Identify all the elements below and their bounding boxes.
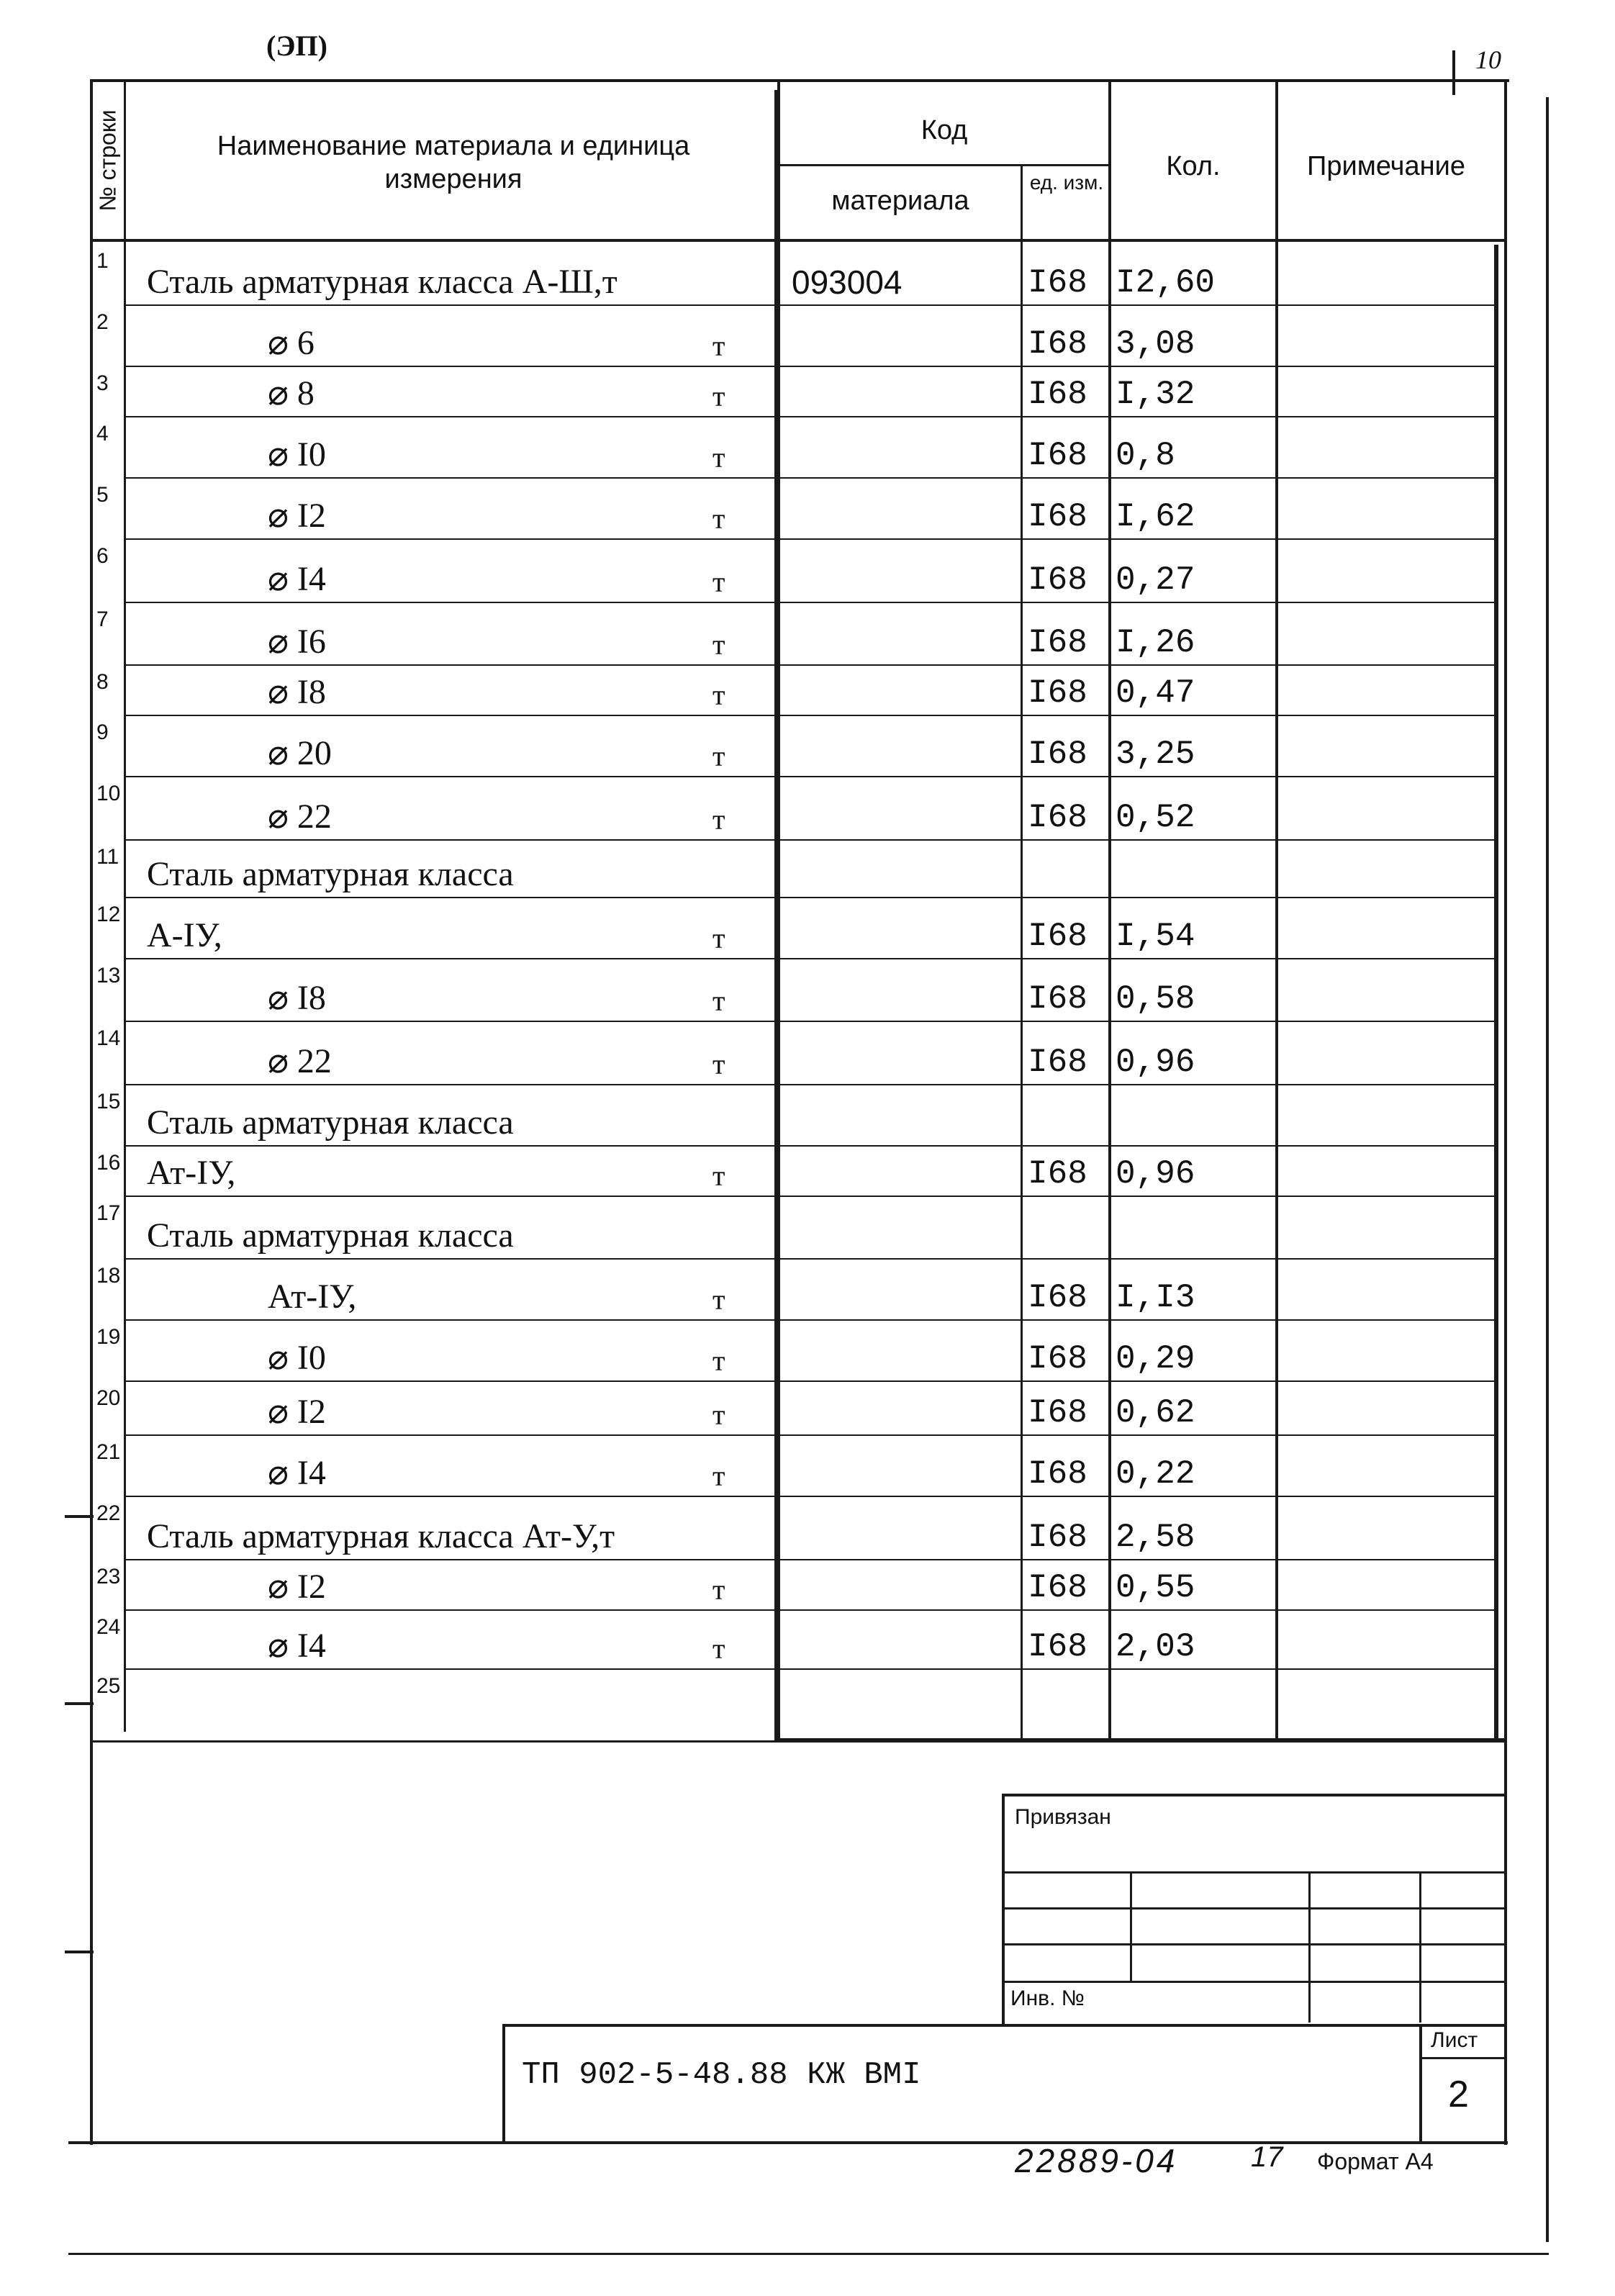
row-unit-code: I68: [1028, 1044, 1087, 1081]
sheet-number: 2: [1448, 2074, 1469, 2115]
frame-top: [90, 79, 1509, 82]
table-end-line: [90, 1740, 1506, 1743]
row-name: ⌀ I8: [268, 673, 326, 711]
table-row: [0, 1147, 1615, 1197]
row-number: 18: [96, 1264, 121, 1288]
row-unit-t: т: [712, 628, 725, 661]
row-unit-t: т: [712, 922, 725, 954]
row-number: 14: [96, 1026, 121, 1050]
table-row: [0, 1260, 1615, 1321]
row-number: 5: [96, 483, 109, 507]
row-name: ⌀ I6: [268, 623, 326, 661]
row-number: 10: [96, 782, 121, 805]
row-number: 19: [96, 1325, 121, 1349]
row-name: Сталь арматурная класса А-Ш,т: [147, 263, 618, 301]
table-row: [0, 1085, 1615, 1147]
row-number: 3: [96, 371, 109, 395]
row-qty: 0,22: [1116, 1455, 1195, 1493]
footer-handwritten-number: 22889-04: [1015, 2142, 1178, 2179]
header-rownum: [92, 82, 124, 239]
table-row: [0, 1197, 1615, 1260]
footer-handwritten-small: 17: [1251, 2141, 1283, 2173]
title-block-left: [502, 2024, 505, 2143]
row-unit-t: т: [712, 502, 725, 535]
stamp-top: [1002, 1794, 1506, 1796]
row-unit-code: I68: [1028, 1519, 1087, 1556]
table-row: [0, 479, 1615, 540]
row-number: 11: [96, 845, 119, 869]
row-number: 8: [96, 670, 109, 694]
table-row: [0, 716, 1615, 777]
fold-mark: [65, 1951, 94, 1953]
header-name: Наименование материала и единица измерения: [217, 131, 690, 194]
row-unit-code: I68: [1028, 674, 1087, 712]
row-number: 23: [96, 1565, 121, 1588]
row-number: 13: [96, 964, 121, 987]
header-code: Код: [920, 115, 968, 145]
designation: ТП 902-5-48.88 КЖ ВМI: [522, 2057, 921, 2093]
row-name: ⌀ I0: [268, 435, 326, 474]
row-unit-t: т: [712, 380, 725, 412]
table-row: [0, 1497, 1615, 1560]
row-qty: 0,27: [1116, 561, 1195, 599]
stamp-line-2: [1002, 1907, 1506, 1909]
stamp-v1: [1130, 1871, 1132, 1981]
table-row: [0, 1382, 1615, 1436]
row-unit-code: I68: [1028, 799, 1087, 836]
stamp-inv-no: Инв. №: [1010, 1987, 1085, 2010]
frame-bottom: [68, 2141, 1508, 2144]
row-unit-code: I68: [1028, 918, 1087, 955]
stamp-line-1: [1002, 1871, 1506, 1874]
row-name: Сталь арматурная класса: [147, 855, 514, 893]
row-number: 6: [96, 544, 109, 568]
row-unit-code: I68: [1028, 264, 1087, 302]
row-qty: 0,55: [1116, 1569, 1195, 1606]
table-row: [0, 898, 1615, 959]
row-unit-code: I68: [1028, 736, 1087, 773]
table-row: [0, 417, 1615, 479]
row-material-code: 093004: [792, 263, 902, 301]
row-name: Сталь арматурная класса Ат-У,т: [147, 1517, 615, 1555]
row-name: ⌀ I4: [268, 1627, 326, 1665]
corner-top-right: 10: [1475, 45, 1501, 74]
page-bottom-line: [68, 2253, 1549, 2255]
row-unit-code: I68: [1028, 1455, 1087, 1493]
table-row: [0, 841, 1615, 898]
row-number: 20: [96, 1386, 121, 1410]
table-row: [0, 603, 1615, 666]
row-qty: I,54: [1116, 918, 1195, 955]
row-qty: 0,52: [1116, 799, 1195, 836]
row-name: ⌀ I2: [268, 1393, 326, 1431]
table-row: [0, 1670, 1615, 1740]
row-unit-t: т: [712, 740, 725, 772]
stamp-v2: [1308, 1871, 1311, 2022]
sheet-label-line: [1419, 2057, 1506, 2059]
row-unit-t: т: [712, 679, 725, 711]
row-qty: 0,58: [1116, 980, 1195, 1018]
row-unit-t: т: [712, 1398, 725, 1431]
row-qty: 0,8: [1116, 437, 1175, 474]
row-name: А-IУ,: [147, 916, 222, 954]
row-name: Сталь арматурная класса: [147, 1103, 514, 1142]
row-qty: I,I3: [1116, 1279, 1195, 1316]
row-name: ⌀ I4: [268, 560, 326, 598]
header-rownum-text: № строки: [94, 109, 121, 212]
header-note: Примечание: [1307, 151, 1465, 181]
table-row: [0, 245, 1615, 306]
header-material: материала: [831, 186, 969, 216]
row-number: 22: [96, 1501, 121, 1525]
table-row: [0, 666, 1615, 716]
row-name: ⌀ I2: [268, 1568, 326, 1606]
stamp-privyazan: Привязан: [1015, 1805, 1111, 1829]
row-unit-code: I68: [1028, 325, 1087, 363]
table-row: [0, 1560, 1615, 1611]
row-number: 16: [96, 1151, 121, 1175]
row-name: ⌀ I8: [268, 979, 326, 1017]
row-name: Сталь арматурная класса: [147, 1216, 514, 1255]
header-unit: ед. изм.: [1029, 171, 1104, 194]
row-unit-code: I68: [1028, 1394, 1087, 1432]
row-number: 2: [96, 310, 109, 334]
row-qty: 0,96: [1116, 1155, 1195, 1193]
row-unit-code: I68: [1028, 1279, 1087, 1316]
row-qty: 0,29: [1116, 1340, 1195, 1378]
row-unit-t: т: [712, 1573, 725, 1606]
table-row: [0, 1321, 1615, 1382]
table-row: [0, 959, 1615, 1022]
row-unit-code: I68: [1028, 498, 1087, 535]
row-number: 4: [96, 422, 109, 446]
row-number: 7: [96, 607, 109, 631]
row-name: Ат-IУ,: [147, 1154, 236, 1192]
row-name: ⌀ 22: [268, 797, 332, 836]
row-unit-t: т: [712, 803, 725, 836]
row-unit-t: т: [712, 1344, 725, 1377]
row-name: ⌀ 6: [268, 324, 315, 362]
table-row: [0, 777, 1615, 841]
row-qty: I2,60: [1116, 264, 1216, 302]
table-row: [0, 1611, 1615, 1670]
row-number: 15: [96, 1090, 121, 1113]
row-unit-code: I68: [1028, 624, 1087, 661]
row-unit-t: т: [712, 1460, 725, 1492]
row-unit-code: I68: [1028, 980, 1087, 1018]
row-name: ⌀ 22: [268, 1042, 332, 1080]
stamp-line-3: [1002, 1943, 1506, 1945]
row-name: ⌀ I0: [268, 1339, 326, 1377]
row-unit-t: т: [712, 1283, 725, 1316]
corner-top-left: (ЭП): [266, 30, 327, 62]
row-qty: 0,62: [1116, 1394, 1195, 1432]
row-unit-code: I68: [1028, 376, 1087, 413]
row-unit-t: т: [712, 1160, 725, 1192]
row-qty: 0,47: [1116, 674, 1195, 712]
row-name: ⌀ I2: [268, 497, 326, 535]
row-qty: 3,08: [1116, 325, 1195, 363]
row-qty: 0,96: [1116, 1044, 1195, 1081]
row-unit-t: т: [712, 441, 725, 474]
row-qty: 2,03: [1116, 1628, 1195, 1665]
row-unit-t: т: [712, 330, 725, 362]
row-number: 25: [96, 1674, 121, 1698]
row-unit-code: I68: [1028, 561, 1087, 599]
stamp-v3: [1419, 1871, 1421, 2022]
table-row: [0, 1436, 1615, 1497]
stamp-line-4: [1002, 1981, 1506, 1983]
sheet-label: Лист: [1431, 2028, 1478, 2052]
row-number: 24: [96, 1615, 121, 1639]
row-qty: 2,58: [1116, 1519, 1195, 1556]
row-number: 9: [96, 720, 109, 744]
footer-format: Формат А4: [1317, 2148, 1434, 2174]
row-name: ⌀ 8: [268, 374, 315, 412]
code-subheader-line: [777, 164, 1110, 166]
row-unit-code: I68: [1028, 1569, 1087, 1606]
header-bottom-line: [90, 239, 1506, 242]
row-qty: I,26: [1116, 624, 1195, 661]
row-name: Ат-IУ,: [268, 1278, 357, 1316]
header-qty: Кол.: [1166, 151, 1221, 181]
row-unit-code: I68: [1028, 1155, 1087, 1193]
table-row: [0, 540, 1615, 603]
row-unit-code: I68: [1028, 437, 1087, 474]
row-number: 21: [96, 1440, 121, 1464]
row-name: ⌀ 20: [268, 734, 332, 772]
row-qty: I,32: [1116, 376, 1195, 413]
row-unit-t: т: [712, 985, 725, 1017]
row-unit-t: т: [712, 1048, 725, 1080]
row-unit-t: т: [712, 566, 725, 598]
row-number: 17: [96, 1201, 121, 1225]
title-block-sheet-divider: [1419, 2024, 1422, 2143]
table-row: [0, 1022, 1615, 1085]
title-block-top: [502, 2024, 1506, 2027]
table-row: [0, 367, 1615, 417]
row-number: 12: [96, 903, 121, 926]
row-unit-code: I68: [1028, 1628, 1087, 1665]
row-number: 1: [96, 249, 109, 273]
row-qty: I,62: [1116, 498, 1195, 535]
row-unit-code: I68: [1028, 1340, 1087, 1378]
row-name: ⌀ I4: [268, 1454, 326, 1492]
table-row: [0, 306, 1615, 367]
corner-mark: [1452, 50, 1455, 95]
row-unit-t: т: [712, 1632, 725, 1665]
row-qty: 3,25: [1116, 736, 1195, 773]
